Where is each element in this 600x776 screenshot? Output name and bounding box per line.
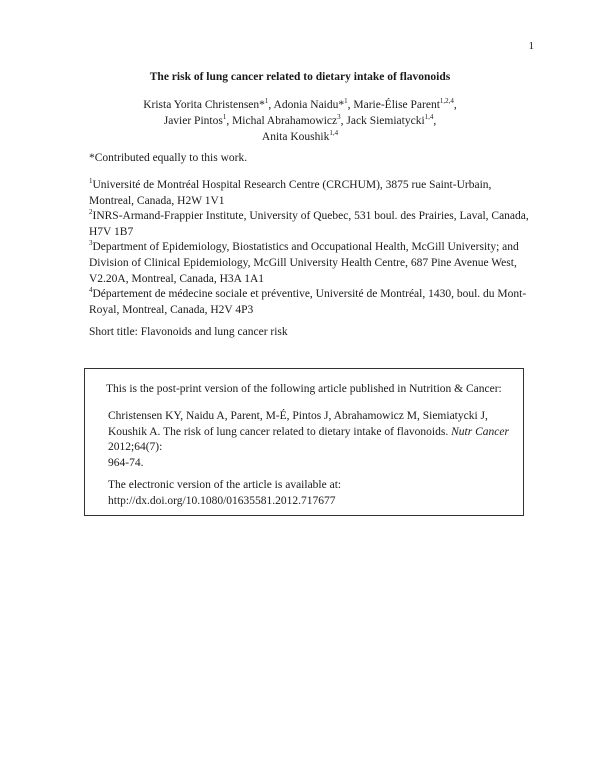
electronic-version-label: The electronic version of the article is available at:	[108, 479, 342, 491]
author-separator: ,	[340, 115, 347, 127]
author-line-1	[80, 97, 520, 113]
author-list	[80, 97, 520, 145]
doi-link[interactable]: http://dx.doi.org/10.1080/01635581.2012.717677	[108, 494, 336, 507]
author-name: Michal Abrahamowicz	[232, 115, 338, 127]
author-separator: ,	[453, 99, 457, 111]
affiliation-number: 3	[89, 239, 93, 248]
citation-pages: 964-74.	[108, 456, 144, 469]
affiliation-text: Département de médecine sociale et préventive, Université de Montréal, 1430, boul. du Mont-Royal, Montreal, Canada, H2V 4P3	[89, 288, 527, 316]
author-affiliation-sup: 1	[222, 113, 227, 122]
author-affiliation-sup: 3	[337, 113, 341, 122]
citation-journal: Nutr Cancer	[451, 425, 509, 438]
author-affiliation-sup: 1,4	[329, 129, 339, 138]
affiliation-number: 2	[89, 208, 93, 217]
author-name: Adonia Naidu*	[273, 99, 345, 111]
author-affiliation-sup: 1	[264, 97, 269, 106]
author-separator: ,	[226, 115, 233, 127]
author-line-3	[80, 129, 520, 145]
paper-title: The risk of lung cancer related to dietary intake of flavonoids	[149, 71, 451, 83]
page-number: 1	[528, 40, 534, 52]
citation-text: Christensen KY, Naidu A, Parent, M-É, Pintos J, Abrahamowicz M, Siemiatycki J, Koushik A. The risk of lung cancer related to dietary intake of flavonoids.	[108, 410, 488, 438]
author-separator: ,	[347, 99, 354, 111]
author-name: Marie-Élise Parent	[353, 99, 440, 111]
author-separator: ,	[268, 99, 274, 111]
affiliation-number: 1	[89, 177, 93, 186]
affiliation-item	[89, 287, 539, 318]
author-name: Anita Koushik	[261, 131, 330, 143]
short-title: Short title: Flavonoids and lung cancer risk	[89, 326, 288, 338]
citation-year: 2012;64(7):	[108, 441, 163, 453]
citation	[108, 409, 513, 471]
author-line-2	[80, 113, 520, 129]
affiliation-number: 4	[89, 286, 93, 295]
affiliation-item	[89, 178, 539, 209]
affiliation-list	[89, 178, 539, 318]
affiliation-item	[89, 209, 539, 240]
electronic-version	[108, 478, 341, 509]
post-print-intro: This is the post-print version of the following article published in Nutrition & Cancer:	[106, 383, 502, 395]
affiliation-item	[89, 240, 539, 287]
affiliation-text: Université de Montréal Hospital Research Centre (CRCHUM), 3875 rue Saint-Urbain, Montreal, Canada, H2W 1V1	[89, 179, 492, 207]
author-name: Krista Yorita Christensen*	[143, 99, 265, 111]
author-affiliation-sup: 1,4	[424, 113, 434, 122]
author-separator: ,	[433, 115, 437, 127]
author-affiliation-sup: 1	[344, 97, 348, 106]
post-print-notice-box	[84, 368, 524, 516]
contribution-note: *Contributed equally to this work.	[89, 152, 248, 164]
author-name: Jack Siemiatycki	[346, 115, 425, 127]
affiliation-text: Department of Epidemiology, Biostatistics and Occupational Health, McGill University; and Division of Clinical Epidemiology, McGill University Health Centre, 687 Pine Avenue West, V2.20A, Montreal, Canada, H3A 1A1	[89, 241, 519, 285]
author-affiliation-sup: 1,2,4	[439, 97, 454, 106]
author-name: Javier Pintos	[163, 115, 223, 127]
affiliation-text: INRS-Armand-Frappier Institute, University of Quebec, 531 boul. des Prairies, Laval, Canada, H7V 1B7	[89, 210, 529, 238]
